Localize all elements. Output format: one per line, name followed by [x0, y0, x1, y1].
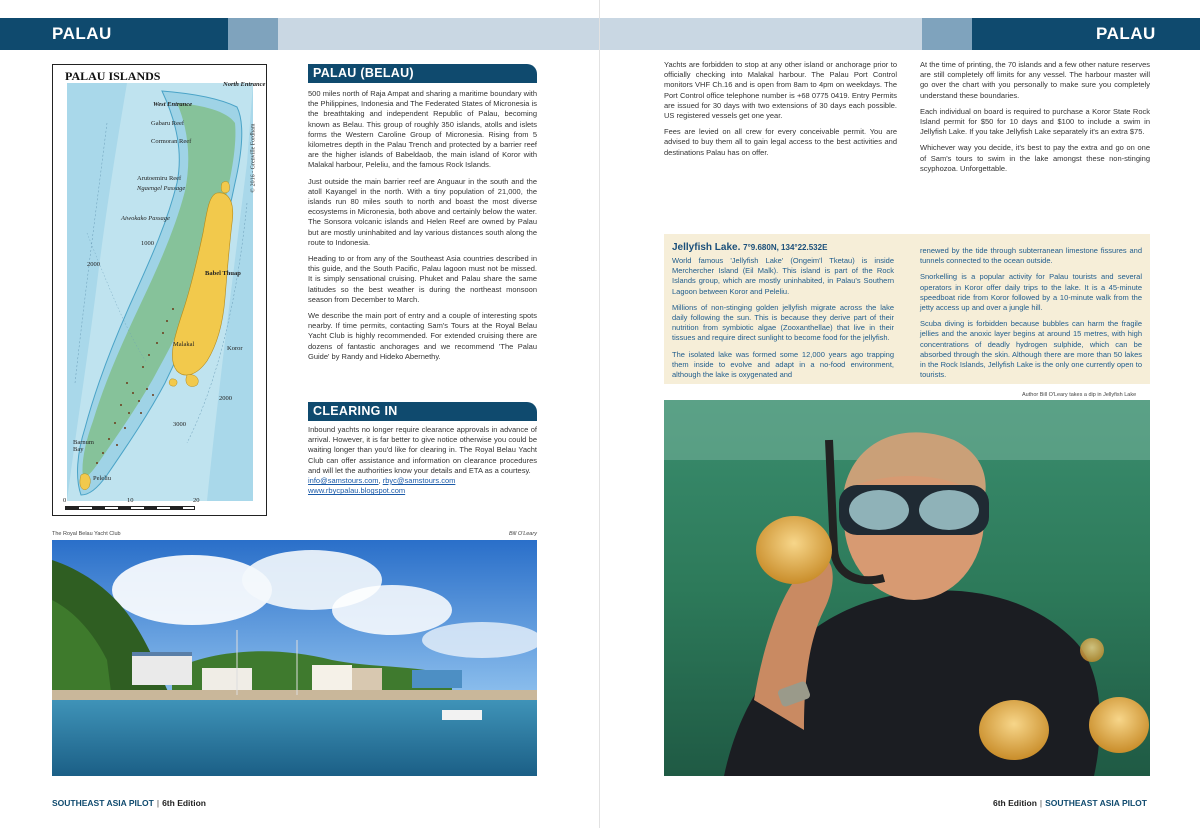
paragraph: Heading to or from any of the Southeast Asia countries described in this guide, and the South Pacific, Palau lagoon must not be missed. It is simply sensational cruising. Phuket and Palau share the same latitudes so the best weather is during the northeast monsoon season from December to March.: [308, 254, 537, 304]
footer-separator: |: [1039, 798, 1043, 808]
jellyfish-lake-photo: [664, 400, 1150, 776]
right-page: [600, 0, 1200, 828]
jellyfish-lake-coords: 7°9.680N, 134°22.532E: [743, 243, 828, 252]
paragraph: Just outside the main barrier reef are Anguaur in the south and the atoll Kayangel in the north. With a tiny population of 21,000, the islands run 80 miles south to north and boast the most diverse ecosystems in Micronesia, both above and certainly below the water. The Sonsora volcanic islands and Helen Reef are owned by Palau but are mostly uninhabited and lay various distances south along the route to Indonesia.: [308, 176, 537, 247]
map-label-arutoemiru-reef: Arutoemiru Reef: [137, 175, 182, 182]
jellyfish-lake-heading: [672, 242, 827, 253]
section-heading-palau-belau: PALAU (BELAU): [308, 64, 537, 83]
map-label-west-entrance: West Entrance: [153, 101, 193, 108]
map-label-koror: Koror: [227, 345, 243, 352]
photo-credit: Bill O'Leary: [509, 531, 537, 537]
footer-book-title: SOUTHEAST ASIA PILOT: [1045, 798, 1147, 808]
map-label-cormoran-reef: Cormoran Reef: [151, 138, 192, 145]
right-footer: [993, 798, 1147, 808]
map-label-depth-2000a: 2000: [87, 261, 100, 268]
link-separator: ,: [378, 476, 383, 486]
map-label-babel-thuap: Babel Thuap: [205, 270, 241, 277]
map-scale-0: 0: [63, 497, 67, 504]
jellyfish-lake-title: Jellyfish Lake.: [672, 242, 741, 253]
paragraph: World famous 'Jellyfish Lake' (Ongeim'l Tketau) is inside Merchercher Island (Eil Malk). This island is part of the Rock Islands group, which are mostly uninhabited, in Palau's Southern Lagoon between Koror and Peleliu.: [672, 256, 894, 296]
map-label-depth-1000: 1000: [141, 240, 154, 247]
paragraph: Yachts are forbidden to stop at any other island or anchorage prior to officially checking into Malakal harbour. The Palau Port Control monitors VHF Ch.16 and is open from 8am to 4pm on weekdays. The Port Control office telephone number is +68 0775 0419. Entry Permits are issued for 30 days with two extensions of 30 days each possible. US registered vessels get one year.: [664, 60, 897, 121]
email-link-info[interactable]: info@samstours.com: [308, 476, 379, 486]
map-label-aiwokako-passage: Aiwokako Passage: [121, 215, 170, 222]
page-title: PALAU: [52, 24, 112, 43]
footer-separator: |: [156, 798, 160, 808]
header-bar-dark: [972, 18, 1200, 50]
jellyfish-lake-photo-graphic: [664, 400, 1150, 776]
map-label-barnum-bay: Barnum Bay: [73, 439, 94, 453]
yacht-club-photo-graphic: [52, 540, 537, 776]
photo-caption-jellyfish: Author Bill O'Leary takes a dip in Jellyfish Lake: [1022, 392, 1137, 398]
map-label-gabaru-reef: Gabaru Reef: [151, 120, 185, 127]
palau-islands-map: [52, 64, 267, 516]
paragraph: At the time of printing, the 70 islands and a few other nature reserves are still completely off limits for any vessel. The harbour master will go over the chart with you personally to make sure you completely understand these boundaries.: [920, 60, 1150, 100]
paragraph: renewed by the tide through subterranean limestone fissures and tunnels connected to the ocean outside.: [920, 246, 1142, 266]
paragraph: Millions of non-stinging golden jellyfish migrate across the lake daily following the sun. This is because they derive part of their nutrition from symbiotic algae (Zooxanthellae) that live in their tissues and require direct sunlight to become food for the jellyfish.: [672, 302, 894, 343]
yacht-club-photo: [52, 540, 537, 776]
paragraph: Scuba diving is forbidden because bubbles can harm the fragile jellies and the anoxic layer begins at around 15 metres, with high concentrations of deadly hydrogen sulphide, which can be absorbed through the skin. Although there are more than 50 lakes in the Rock Islands, Jellyfish Lake is the only one currently open to tourists.: [920, 319, 1142, 380]
section-palau-belau-text: [308, 89, 537, 368]
map-copyright: © 2016 - Grenville Fordham: [250, 123, 257, 193]
footer-edition: 6th Edition: [162, 798, 206, 808]
header-bar-dark: [0, 18, 228, 50]
paragraph: We describe the main port of entry and a couple of interesting spots nearby. If time permits, contacting Sam's Tours at the Royal Belau Yacht Club is highly recommended. For extended cruising there are dozens of fantastic anchorages and we recommend 'The Palau Guide' by Randy and Hideko Abernethy.: [308, 311, 537, 361]
footer-edition: 6th Edition: [993, 798, 1037, 808]
map-label-depth-2000b: 2000: [219, 395, 232, 402]
column-2-text: [920, 60, 1150, 180]
map-label-ngaengel-passage: Ngaengel Passage: [137, 185, 186, 192]
website-link[interactable]: www.rbycpalau.blogspot.com: [308, 486, 406, 496]
map-scale-20: 20: [193, 497, 200, 504]
map-label-malakal: Malakal: [173, 341, 195, 348]
email-link-rbyc[interactable]: rbyc@samstours.com: [382, 476, 456, 486]
paragraph: Snorkelling is a popular activity for Palau tourists and several operators in Koror offer daily trips to the lake. It is a 45-minute speedboat ride from Koror followed by a 10-minute walk from the jetty access up and over a jungle hill.: [920, 272, 1142, 313]
contact-links: [308, 476, 537, 486]
map-scale-bar: [65, 506, 195, 510]
column-1-text: [664, 60, 897, 164]
map-label-peleliu: Peleliu: [93, 475, 112, 482]
jellyfish-column-2: [920, 246, 1142, 386]
photo-caption-yacht-club: The Royal Belau Yacht Club: [52, 531, 121, 537]
paragraph: The isolated lake was formed some 12,000 years ago trapping them inside to evolve and adapt in a no-food environment, although the lake is oxygenated and: [672, 349, 894, 380]
jellyfish-column-1: [672, 256, 894, 386]
section-heading-clearing-in: CLEARING IN: [308, 402, 537, 421]
paragraph: Each individual on board is required to purchase a Koror State Rock Island permit for $50 for 10 days and $100 to include a swim in Jellyfish Lake. If you take Jellyfish Lake separately it's an extra $75.: [920, 106, 1150, 137]
map-label-depth-3000: 3000: [173, 421, 186, 428]
paragraph: Whichever way you decide, it's best to pay the extra and go on one of Sam's tours to swim in the lake amongst these non-stinging scyphozoa. Unforgettable.: [920, 143, 1150, 173]
paragraph: 500 miles north of Raja Ampat and sharing a maritime boundary with the Philippines, Indonesia and The Federated States of Micronesia is the breathtaking and independent Republic of Palau, becoming known as Belau. This group of roughly 350 islands, atolls and islets forms the Western Caroline Group of Micronesia. Rising from 5 kilometres depth in the Palau Trench and protected by a barrier reef are the higher islands of Babeldaob, the main island of Koror with Malakal harbour, Peleliu, and the famous Rock Islands.: [308, 89, 537, 170]
section-clearing-in-text: [308, 425, 537, 496]
paragraph: Inbound yachts no longer require clearance approvals in advance of arrival. However, it is far better to give notice otherwise you could be waiting longer than you'd like for clearing in. The Royal Belau Yacht Club can offer assistance and information on clearance procedures and will let the authorities know your details and ETA as a courtesy.: [308, 425, 537, 475]
paragraph: Fees are levied on all crew for every conceivable permit. You are advised to buy them all to gain legal access to the best activities and destinations Palau has on offer.: [664, 127, 897, 157]
map-title: PALAU ISLANDS: [65, 69, 161, 83]
map-scale-10: 10: [127, 497, 134, 504]
footer-book-title: SOUTHEAST ASIA PILOT: [52, 798, 154, 808]
map-label-north-entrance: North Entrance: [223, 81, 266, 88]
page-title: PALAU: [1096, 24, 1156, 43]
left-footer: [52, 798, 206, 808]
